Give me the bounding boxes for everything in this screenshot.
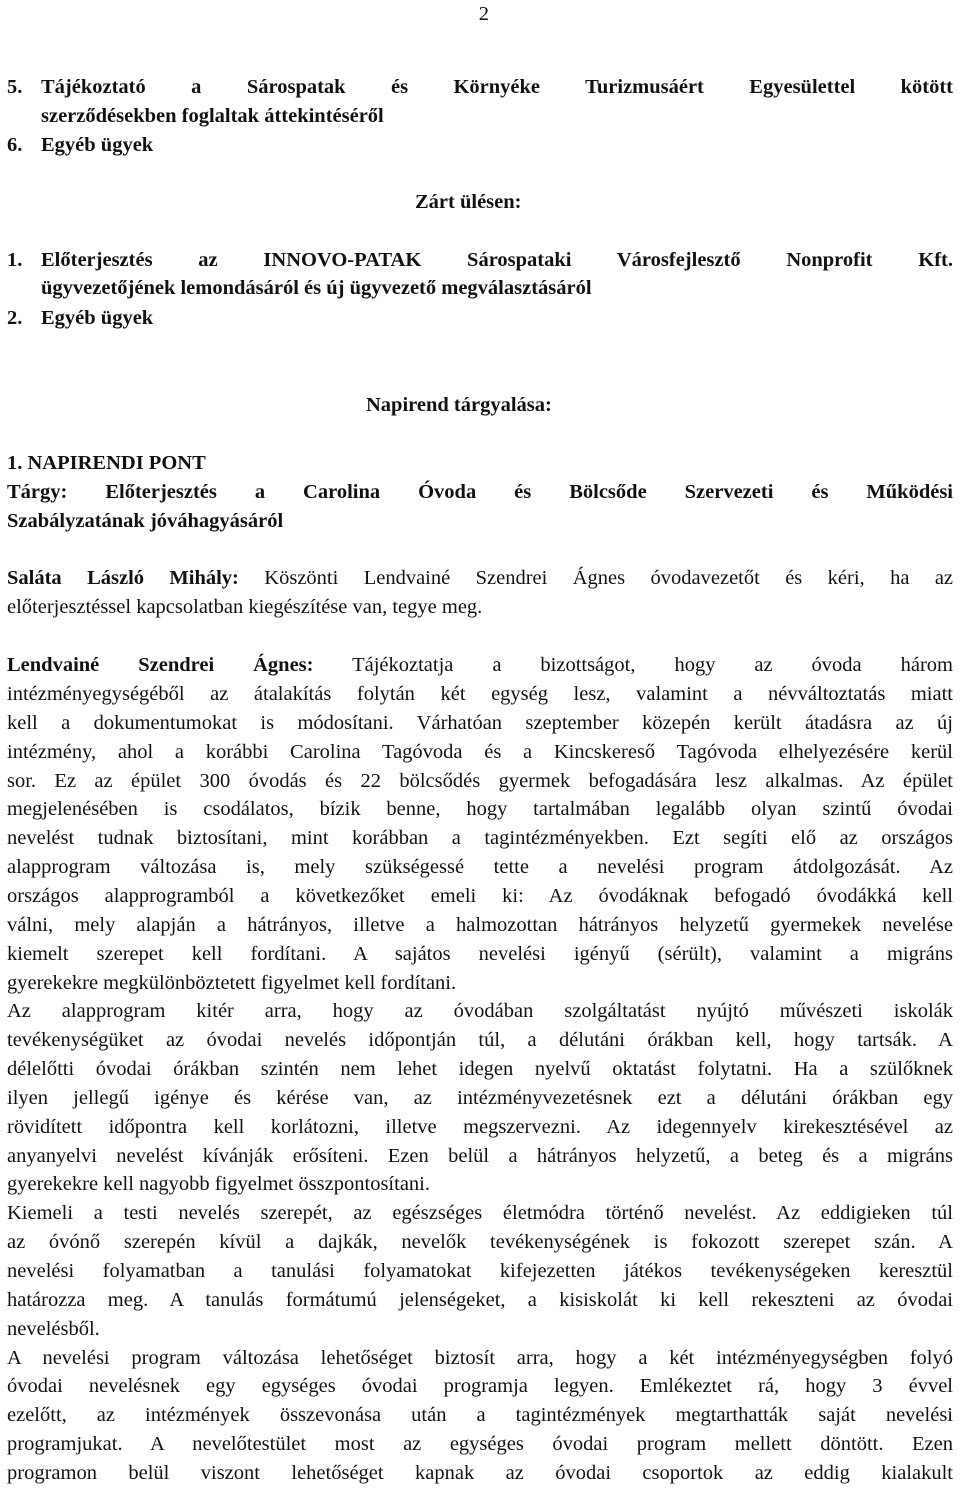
body-text-line: gyerekekre kell nagyobb figyelmet összpontosítani. [7,1173,430,1196]
closed-agenda-item-1-continuation: ügyvezetőjének lemondásáról és új ügyvezető megválasztásáról [41,277,592,299]
body-text-line: megjelenésében is csodálatos, bízik benne, hogy tartalmában legalább olyan szintű óvodai [7,798,953,821]
agenda-item-6 [7,130,953,160]
agenda-item-number: 5. [7,76,23,98]
speaker-text: Tájékoztatja a bizottságot, hogy az óvoda három [352,654,953,676]
speaker-name: Lendvainé Szendrei Ágnes: [7,654,314,676]
body-text-line: kiemelt szerepet kell fordítani. A sajátos nevelési igényű (sérült), valamint a migráns [7,942,953,965]
body-text-line: rövidített időpontra kell korlátozni, illetve megszervezni. Az idegennyelv kirekesztésével az [7,1115,953,1138]
body-text-line: nevelést tudnak biztosítani, mint korábban a tagintézményekben. Ezt segíti elő az országos [7,827,953,850]
subject-line-1: Tárgy: Előterjesztés a Carolina Óvoda és Bölcsőde Szervezeti és Működési [7,481,953,503]
speaker-name: Saláta László Mihály: [7,567,239,589]
speaker-1-line-2: előterjesztéssel kapcsolatban kiegészítése van, tegye meg. [7,596,483,618]
subject-line-2: Szabályzatának jóváhagyásáról [7,510,284,532]
body-text-line: óvodai nevelésnek egy egységes óvodai programja legyen. Emlékeztet rá, hogy 3 évvel [7,1375,953,1398]
agenda-item-number: 2. [7,307,23,329]
body-text-line: gyerekekre megkülönböztetett figyelmet kell fordítani. [7,971,457,994]
body-text-line: programjukat. A nevelőtestület most az egységes óvodai program mellett döntött. Ezen [7,1433,953,1456]
closed-agenda-item-1 [7,245,953,275]
agenda-item-5 [7,72,953,102]
body-text-line: az óvónő szerepén kívül a dajkák, nevelők tevékenységének is fokozott szerepet szán. A [7,1231,953,1254]
agenda-item-number: 1. [7,249,23,271]
body-text-line: országos alapprogramból a következőket emeli ki: Az óvodáknak befogadó óvodákká kell [7,884,953,907]
body-text-line: intézmény, ahol a korábbi Carolina Tagóvoda és a Kincskereső Tagóvoda elhelyezésére kerül [7,740,953,763]
body-text-line: délelőtti óvodai órákban szintén nem lehet idegen nyelvű oktatást folytatni. Ha a szülőknek [7,1058,953,1081]
body-text-line: Kiemeli a testi nevelés szerepét, az egészséges életmódra történő nevelést. Az eddigieken túl [7,1202,953,1225]
page-number: 2 [478,3,489,25]
agenda-discussion-heading: Napirend tárgyalása: [366,394,552,416]
agenda-point-heading: 1. NAPIRENDI PONT [7,452,206,474]
body-text-line: ezelőtt, az intézmények összevonása után a tagintézmények megtarthatták saját nevelési [7,1404,953,1427]
body-text-line: sor. Ez az épület 300 óvodás és 22 bölcsődés gyermek befogadására lesz alkalmas. Az épület [7,769,953,792]
body-text-line: intézményegységéből az átalakítás folytán két egység lesz, valamint a névváltoztatás miatt [7,683,953,705]
body-text-line: ilyen jellegű igénye és kérése van, az intézményvezetésnek ezt a délutáni órákban egy [7,1086,953,1109]
agenda-item-text: Egyéb ügyek [41,134,154,156]
agenda-item-5-continuation: szerződésekben foglaltak áttekintéséről [41,105,384,127]
body-text-line: kell a dokumentumokat is módosítani. Várhatóan szeptember közepén került átadásra az új [7,711,953,734]
body-text-line: nevelési folyamatban a tanulási folyamatokat kifejezetten játékos tevékenységeken keresztül [7,1260,953,1282]
body-text-line: határozza meg. A tanulás formátumú jelenségeket, a kisiskolát ki kell rekeszteni az óvodai [7,1288,953,1311]
body-text-line: anyanyelvi nevelést kívánják erősíteni. Ezen belül a hátrányos helyzetű, a beteg és a migráns [7,1144,953,1167]
speaker-2-line-1 [7,650,953,680]
speaker-text: Köszönti Lendvainé Szendrei Ágnes óvodavezetőt és kéri, ha az [264,567,954,589]
closed-session-heading: Zárt ülésen: [415,191,522,213]
speaker-1-line-1 [7,563,953,593]
agenda-item-number: 6. [7,134,23,156]
agenda-item-text: Egyéb ügyek [41,307,154,329]
agenda-item-text: Tájékoztató a Sárospatak és Környéke Turizmusáért Egyesülettel kötött [41,76,953,98]
body-text-line: tevékenységüket az óvodai nevelés időpontján túl, a délutáni órákban kell, hogy tartsák. A [7,1029,953,1052]
body-text-line: nevelésből. [7,1317,100,1340]
body-text-line: válni, mely alapján a hátrányos, illetve a halmozottan hátrányos helyzetű gyermekek nevelése [7,913,953,936]
agenda-item-text: Előterjesztés az INNOVO-PATAK Sárospataki Városfejlesztő Nonprofit Kft. [41,249,953,271]
closed-agenda-item-2 [7,303,953,333]
body-text-line: A nevelési program változása lehetőséget biztosít arra, hogy a két intézményegységben folyó [7,1346,953,1369]
body-text-line: programon belül viszont lehetőséget kapnak az óvodai csoportok az eddig kialakult [7,1461,953,1484]
body-text-line: Az alapprogram kitér arra, hogy az óvodában szolgáltatást nyújtó művészeti iskolák [7,1000,953,1023]
body-text-line: alapprogram változása is, mely szükségessé tette a nevelési program átdolgozását. Az [7,856,953,879]
